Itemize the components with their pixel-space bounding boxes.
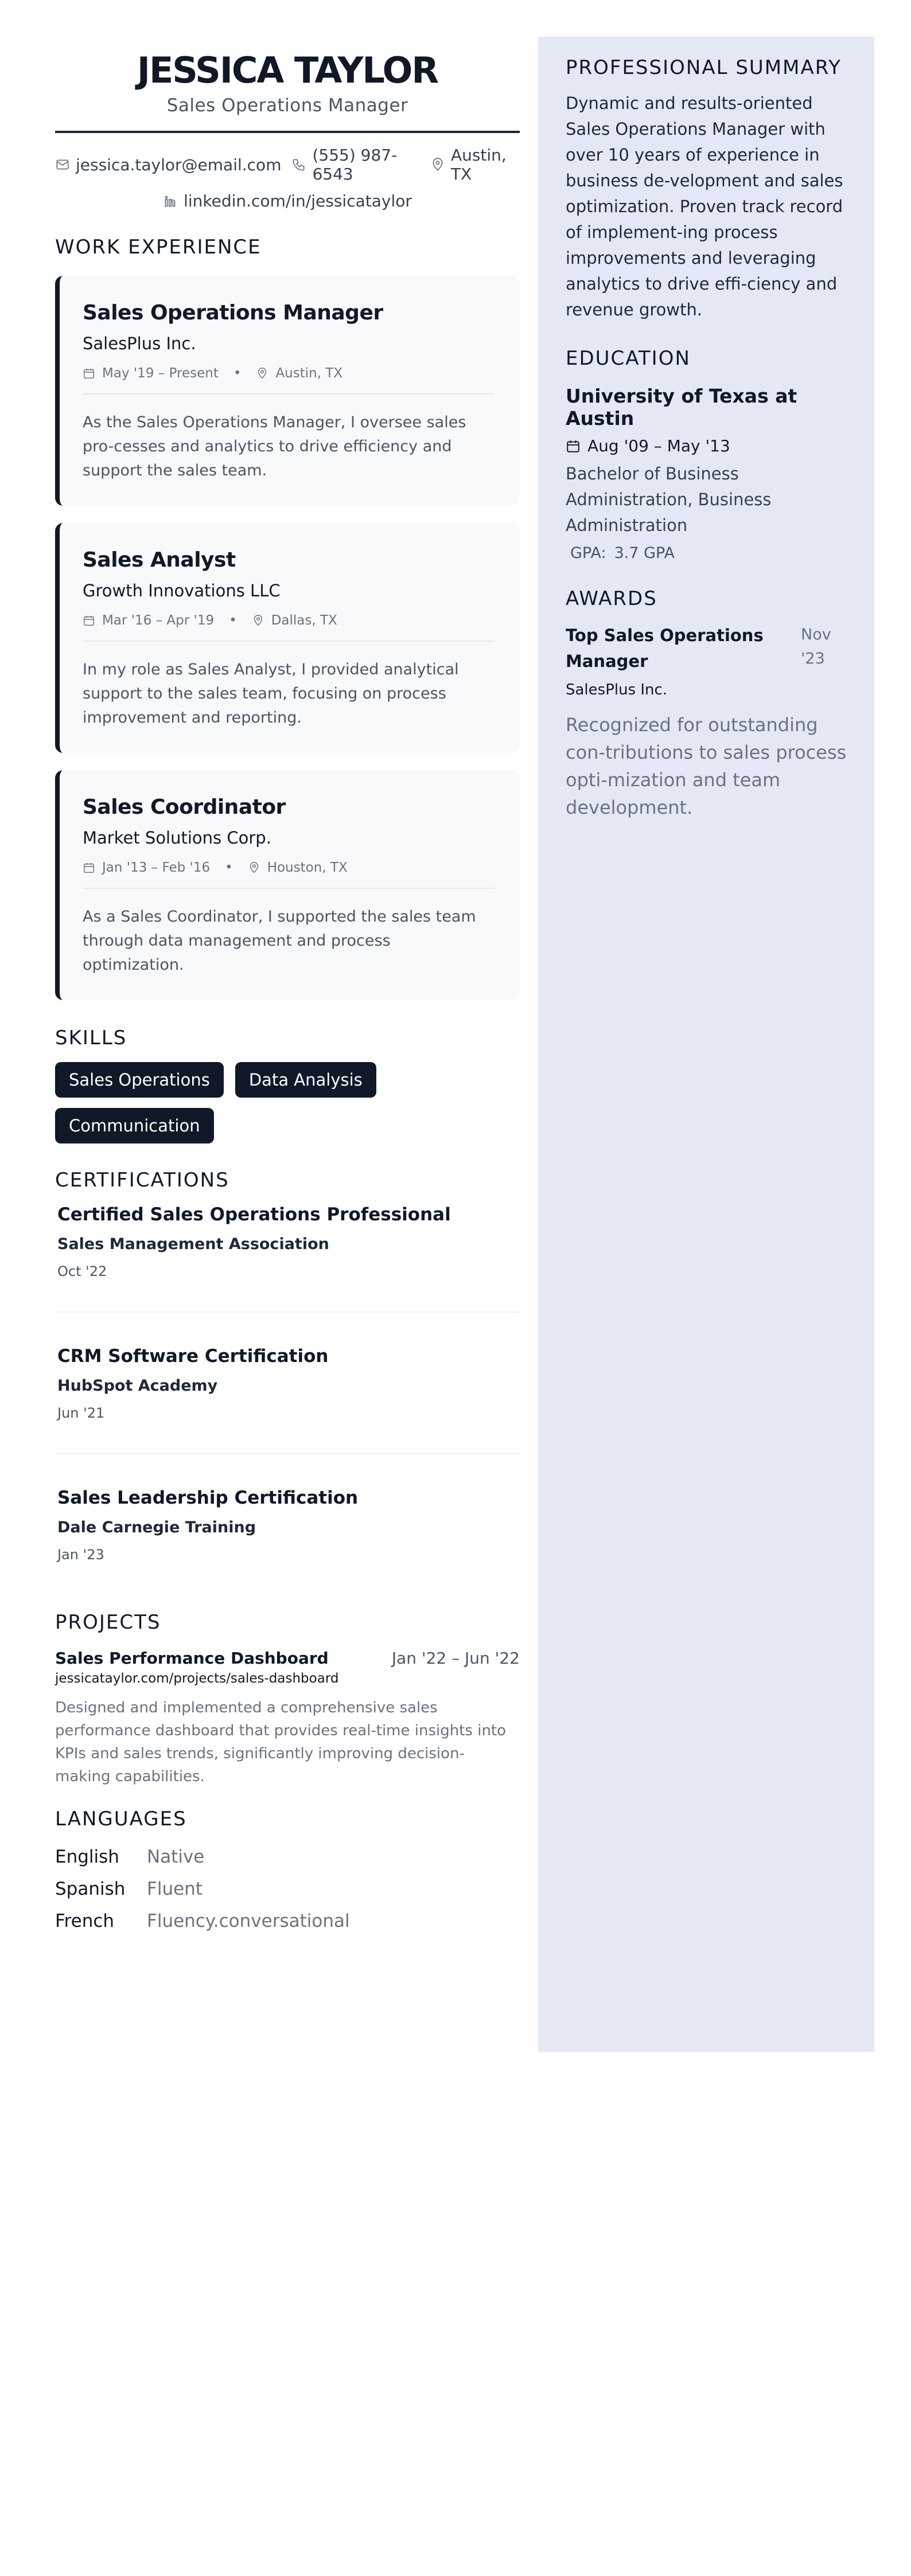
job-meta	[83, 860, 495, 875]
contact-location	[430, 146, 520, 184]
project-name: Sales Performance Dashboard	[55, 1649, 329, 1668]
certification-date: Jan '23	[57, 1547, 104, 1563]
job-card	[55, 276, 520, 506]
mail-icon	[55, 157, 70, 172]
job-card	[55, 770, 520, 1000]
contact-row	[55, 146, 520, 184]
meta-separator: •	[233, 366, 242, 381]
section-title-certifications: CERTIFICATIONS	[55, 1169, 229, 1192]
job-card	[55, 523, 520, 753]
section-title-projects: PROJECTS	[55, 1611, 161, 1634]
job-location: Austin, TX	[275, 366, 343, 381]
job-company: Market Solutions Corp.	[83, 828, 271, 848]
contact-row-2	[55, 192, 520, 210]
project-description: Designed and implemented a comprehensive sales performance dashboard that provides real-time insights into KPIs and sales trends, significantly improving decision-making capabilities.	[55, 1699, 507, 1785]
contact-email[interactable]	[55, 155, 281, 174]
language-item	[55, 1873, 520, 1905]
main-column	[55, 37, 520, 1937]
meta-separator: •	[229, 613, 237, 628]
certification-name: Sales Leadership Certification	[57, 1488, 359, 1508]
certification-name: Certified Sales Operations Professional	[57, 1204, 451, 1225]
section-title-languages: LANGUAGES	[55, 1808, 187, 1830]
award-item	[566, 623, 847, 821]
job-meta	[83, 366, 495, 381]
education-dates: Aug '09 – May '13	[587, 436, 730, 455]
skill-tag: Communication	[55, 1108, 214, 1143]
certification-date: Oct '22	[57, 1263, 107, 1279]
language-item	[55, 1841, 520, 1873]
award-header	[566, 623, 847, 674]
calendar-icon	[83, 861, 95, 874]
certification-date: Jun '21	[57, 1405, 105, 1421]
job-dates: May '19 – Present	[102, 366, 219, 381]
skills-list	[55, 1062, 411, 1143]
candidate-name: JESSICA TAYLOR	[137, 49, 438, 91]
job-description: As the Sales Operations Manager, I oversee sales pro-cesses and analytics to drive efficiency and support the sales team.	[83, 413, 466, 479]
section-title-skills: SKILLS	[55, 1027, 127, 1049]
certification-org: HubSpot Academy	[57, 1377, 218, 1395]
sidebar-column	[538, 37, 874, 2052]
calendar-icon	[83, 367, 95, 380]
contact-phone[interactable]	[291, 146, 419, 184]
certifications-list	[55, 1192, 520, 1595]
job-divider	[83, 393, 495, 395]
language-level: Native	[147, 1847, 205, 1867]
linkedin-icon	[163, 194, 178, 209]
language-item	[55, 1905, 520, 1937]
location-text: Austin, TX	[450, 146, 507, 184]
certification-item	[55, 1192, 520, 1313]
certification-org: Sales Management Association	[57, 1235, 329, 1253]
language-name: French	[55, 1911, 115, 1931]
certification-name: CRM Software Certification	[57, 1346, 329, 1367]
job-description: In my role as Sales Analyst, I provided analytical support to the sales team, focusing on process improvement and reporting.	[83, 661, 459, 727]
job-company: SalesPlus Inc.	[83, 334, 196, 353]
phone-text: (555) 987-6543	[312, 146, 398, 184]
location-pin-icon	[252, 614, 264, 627]
calendar-icon	[566, 439, 581, 454]
certification-org: Dale Carnegie Training	[57, 1519, 256, 1536]
job-title: Sales Analyst	[83, 548, 236, 572]
certification-item	[55, 1313, 520, 1454]
language-level: Fluent	[147, 1879, 203, 1899]
job-dates: Mar '16 – Apr '19	[102, 613, 215, 628]
job-title: Sales Operations Manager	[83, 301, 383, 325]
skill-tag: Sales Operations	[55, 1062, 224, 1098]
language-level: Fluency.conversational	[147, 1911, 350, 1931]
award-name: Top Sales Operations Manager	[566, 626, 764, 671]
education-school: University of Texas at Austin	[566, 385, 797, 430]
education-gpa	[566, 544, 847, 562]
section-title-awards: AWARDS	[566, 587, 657, 610]
project-dates: Jan '22 – Jun '22	[391, 1649, 520, 1668]
job-divider	[83, 641, 495, 642]
job-dates: Jan '13 – Feb '16	[102, 860, 211, 875]
header-divider	[55, 131, 520, 133]
skill-tag: Data Analysis	[235, 1062, 376, 1098]
email-text: jessica.taylor@email.com	[76, 155, 282, 174]
job-description: As a Sales Coordinator, I supported the sales team through data management and process optimization.	[83, 908, 476, 974]
education-dates-row	[566, 436, 847, 455]
linkedin-text: linkedin.com/in/jessicataylor	[184, 192, 412, 210]
job-meta	[83, 613, 495, 628]
project-item	[55, 1649, 520, 1788]
certification-item	[55, 1454, 520, 1595]
award-description: Recognized for outstanding con-tributions to sales process opti-mization and team development.	[566, 714, 847, 818]
education-degree: Bachelor of Business Administration, Business Administration	[566, 464, 772, 535]
section-title-summary: PROFESSIONAL SUMMARY	[566, 56, 842, 79]
job-title: Sales Coordinator	[83, 795, 286, 819]
phone-icon	[291, 157, 306, 172]
meta-separator: •	[225, 860, 233, 875]
job-company: Growth Innovations LLC	[83, 581, 281, 600]
language-name: English	[55, 1847, 119, 1867]
gpa-label: GPA:	[570, 544, 606, 562]
section-title-work-experience: WORK EXPERIENCE	[55, 236, 262, 259]
job-location: Houston, TX	[267, 860, 348, 875]
location-pin-icon	[430, 157, 445, 172]
gpa-value: 3.7 GPA	[614, 544, 675, 562]
job-location: Dallas, TX	[271, 613, 337, 628]
project-header	[55, 1649, 520, 1668]
location-pin-icon	[248, 861, 260, 874]
location-pin-icon	[256, 367, 268, 380]
calendar-icon	[83, 614, 95, 627]
contact-linkedin[interactable]	[163, 192, 412, 210]
project-link[interactable]: jessicataylor.com/projects/sales-dashboard	[55, 1671, 339, 1686]
award-org: SalesPlus Inc.	[566, 681, 668, 698]
summary-text: Dynamic and results-oriented Sales Operations Manager with over 10 years of experience in business de-velopment and sales optimization. Proven track record of implement-ing process improvements and leveraging analytics to drive effi-ciency and revenue growth.	[566, 93, 843, 319]
job-divider	[83, 888, 495, 889]
award-date: Nov '23	[801, 626, 831, 668]
language-name: Spanish	[55, 1879, 126, 1899]
languages-list	[55, 1841, 520, 1937]
section-title-education: EDUCATION	[566, 347, 691, 370]
candidate-role: Sales Operations Manager	[166, 95, 408, 116]
